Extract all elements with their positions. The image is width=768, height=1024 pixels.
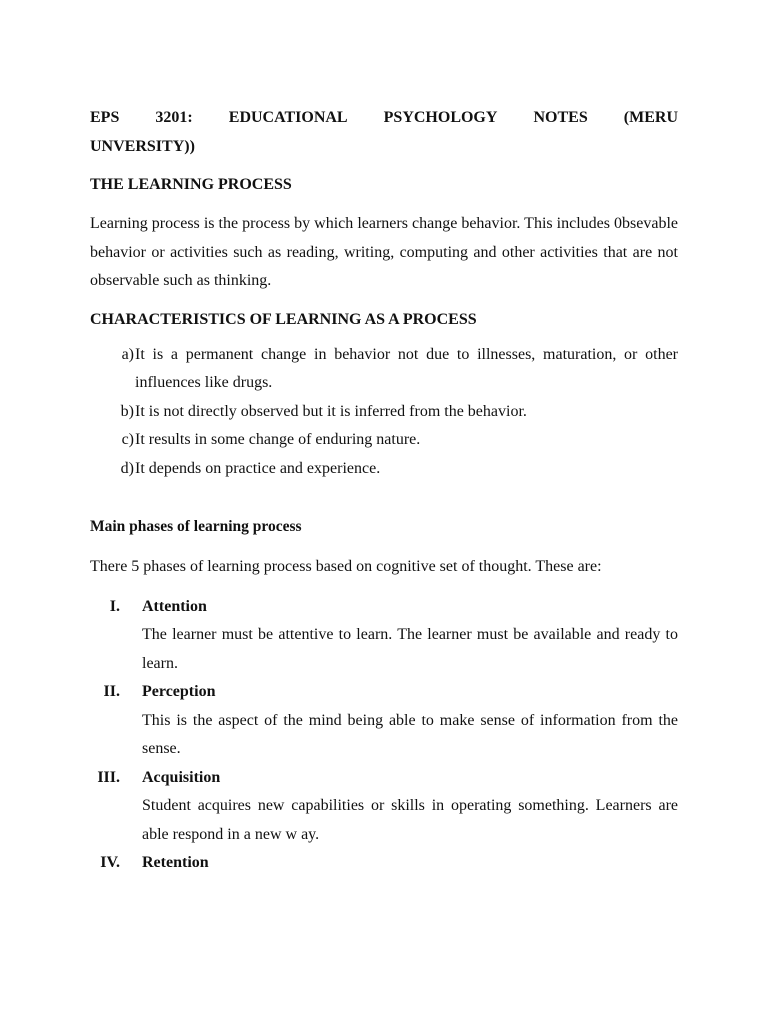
title-word: 3201: <box>155 109 193 126</box>
title-line-2: UNVERSITY)) <box>90 138 195 155</box>
list-item <box>90 849 678 878</box>
list-item <box>90 426 678 455</box>
list-item <box>90 593 678 679</box>
phase-description: The learner must be attentive to learn. The learner must be available and ready to learn. <box>142 626 678 672</box>
list-item <box>90 455 678 484</box>
document-page <box>90 103 678 878</box>
title-word: NOTES <box>533 109 588 126</box>
phase-body <box>120 593 678 679</box>
title-word: EPS <box>90 109 120 126</box>
document-title <box>90 103 678 161</box>
phase-description: Student acquires new capabilities or skills in operating something. Learners are able respond in a new w ay. <box>142 797 678 843</box>
section-paragraph-learning-process: Learning process is the process by which learners change behavior. This includes 0bsevable behavior or activities such as reading, writing, computing and other activities that are not observable such as thinking. <box>90 215 678 289</box>
title-word: EDUCATIONAL <box>228 109 348 126</box>
section-heading-learning-process: THE LEARNING PROCESS <box>90 176 292 193</box>
title-line-1 <box>90 103 678 132</box>
phase-name: Attention <box>142 597 207 615</box>
list-marker: III. <box>97 768 120 786</box>
list-item <box>90 764 678 850</box>
list-marker: d) <box>120 459 134 477</box>
list-item-text: It depends on practice and experience. <box>135 459 381 477</box>
list-marker: I. <box>109 597 120 615</box>
characteristics-list <box>90 341 678 484</box>
phases-list <box>90 593 678 878</box>
section-intro-main-phases: There 5 phases of learning process based on cognitive set of thought. These are: <box>90 558 602 575</box>
list-item <box>90 678 678 764</box>
list-marker: II. <box>103 683 120 700</box>
list-marker: a) <box>121 345 134 363</box>
phase-name: Perception <box>142 683 216 700</box>
phase-name: Retention <box>142 854 209 871</box>
section-heading-main-phases: Main phases of learning process <box>90 518 302 535</box>
list-marker: b) <box>120 402 134 420</box>
section-heading-characteristics: CHARACTERISTICS OF LEARNING AS A PROCESS <box>90 310 477 328</box>
title-word: PSYCHOLOGY <box>383 109 498 126</box>
list-item <box>90 341 678 398</box>
list-item-text: It is not directly observed but it is inferred from the behavior. <box>135 402 527 420</box>
phase-body <box>120 849 678 878</box>
phase-body <box>120 764 678 850</box>
list-marker: IV. <box>100 854 120 871</box>
phase-name: Acquisition <box>142 768 221 786</box>
list-item-text: It is a permanent change in behavior not due to illnesses, maturation, or other influences like drugs. <box>135 345 678 391</box>
phase-description: This is the aspect of the mind being able to make sense of information from the sense. <box>142 711 678 757</box>
list-marker: c) <box>121 431 134 448</box>
list-item-text: It results in some change of enduring nature. <box>135 431 421 448</box>
phase-body <box>120 678 678 764</box>
list-item <box>90 398 678 427</box>
title-word: (MERU <box>623 109 678 126</box>
